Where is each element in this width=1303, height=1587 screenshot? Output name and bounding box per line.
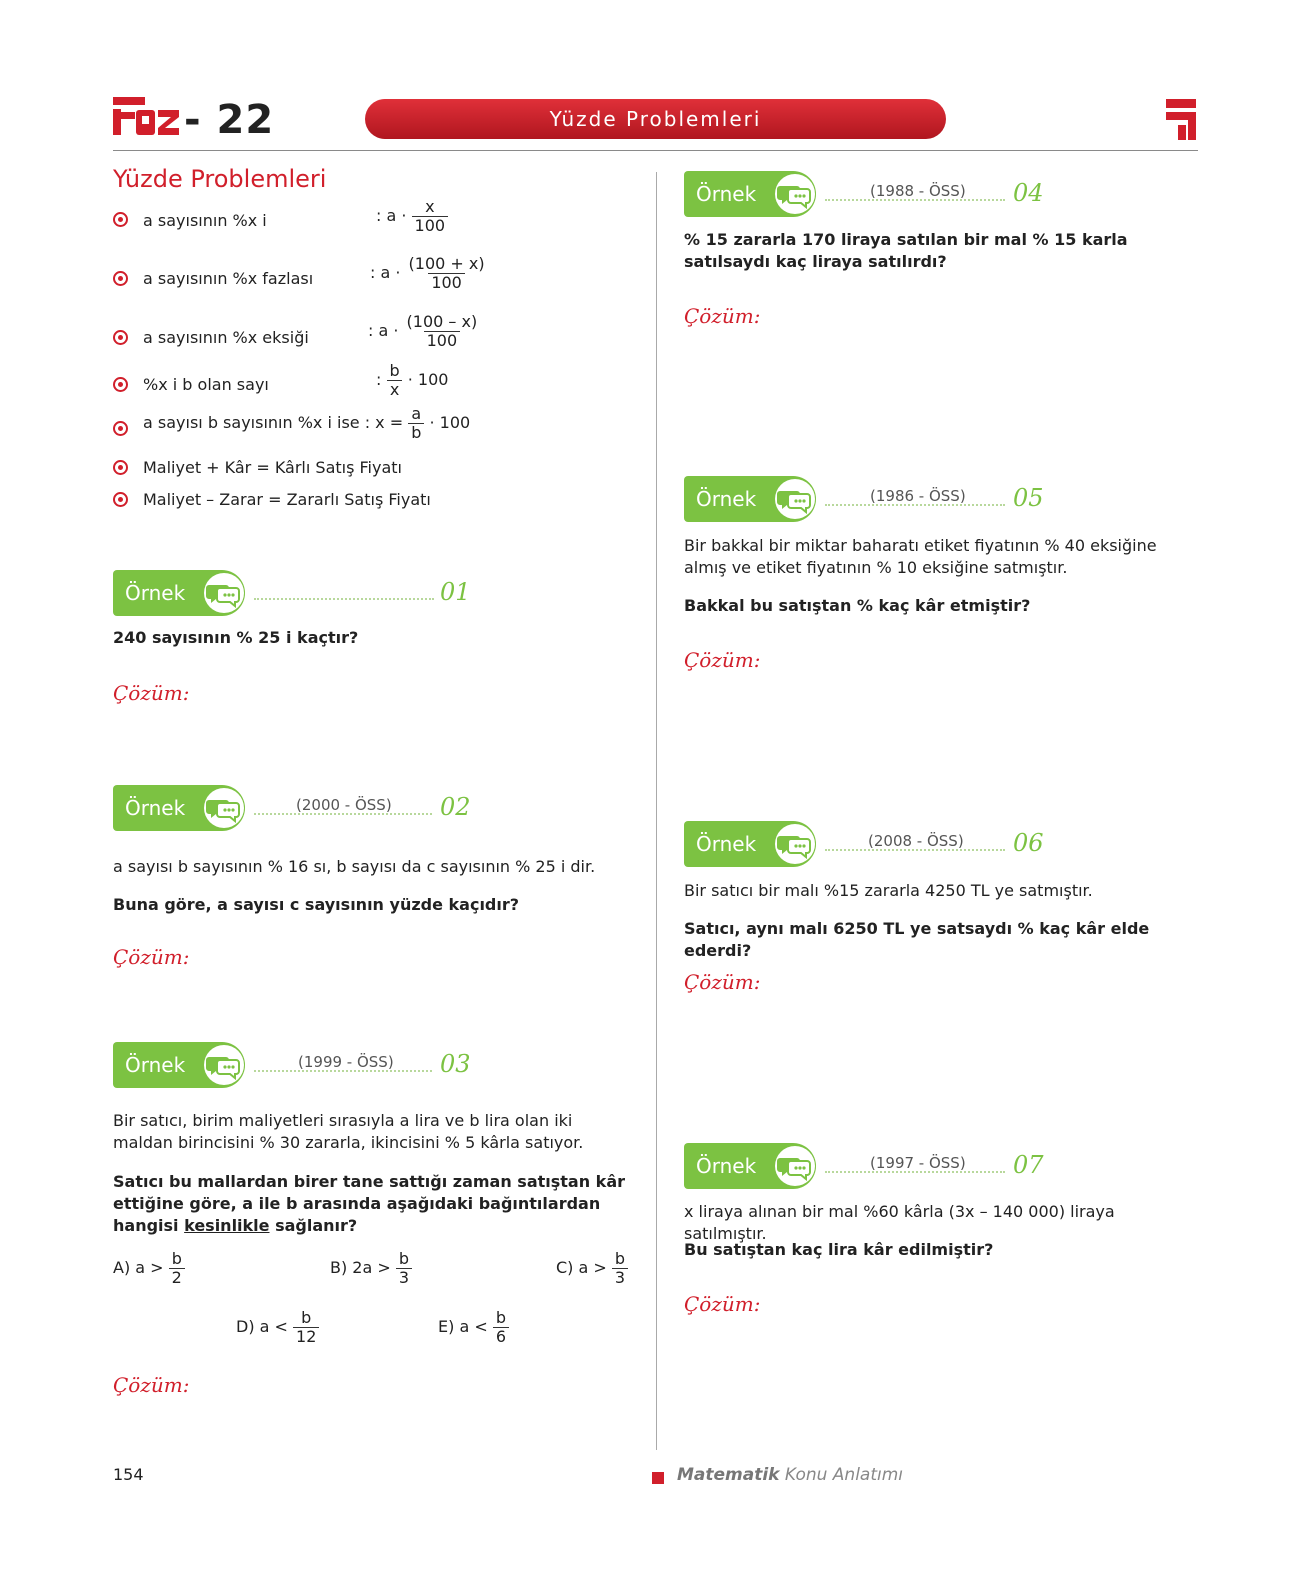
question-prompt: Buna göre, a sayısı c sayısının yüzde kaçıdır? [113, 895, 520, 914]
formula-label: a sayısının %x eksiği [143, 328, 309, 347]
chapter-title: Yüzde Problemleri [549, 107, 762, 131]
exam-source: (1988 - ÖSS) [870, 182, 966, 200]
chapter-number: - 22 [184, 97, 275, 143]
speech-bubbles-icon [775, 174, 815, 214]
publisher-logo-icon [1166, 99, 1196, 140]
example-number: 06 [1013, 829, 1044, 857]
ornek-badge: Örnek [684, 1143, 822, 1189]
exam-source: (1999 - ÖSS) [298, 1053, 394, 1071]
chapter-title-banner [365, 99, 946, 139]
bullet-target-icon [113, 421, 128, 436]
answer-option-d[interactable]: D) a < $\frac{b}{12}$ [236, 1309, 319, 1346]
example-number: 07 [1013, 1151, 1044, 1179]
speech-bubbles-icon [204, 788, 244, 828]
formula-label: Maliyet – Zarar = Zararlı Satış Fiyatı [143, 490, 431, 509]
formula-expression: : $\frac{b}{x}$ · 100 [376, 361, 449, 399]
question-text: a sayısı b sayısının % 16 sı, b sayısı da c sayısının % 25 i dir. [113, 857, 596, 876]
example-number: 03 [440, 1050, 471, 1078]
speech-bubbles-icon [204, 1045, 244, 1085]
question-text: x liraya alınan bir mal %60 kârla (3x – 140 000) liraya satılmıştır. [684, 1202, 1115, 1243]
page-number: 154 [113, 1465, 144, 1484]
example-number: 02 [440, 793, 471, 821]
question-text: 240 sayısının % 25 i kaçtır? [113, 628, 359, 647]
faz-logo [113, 97, 179, 135]
solution-label: Çözüm: [684, 970, 761, 994]
answer-option-a[interactable]: A) a > $\frac{b}{2}$ [113, 1250, 185, 1287]
question-prompt: Satıcı, aynı malı 6250 TL ye satsaydı % kaç kâr elde ederdi? [684, 919, 1150, 960]
question-prompt: Satıcı bu mallardan birer tane sattığı zaman satıştan kâr ettiğine göre, a ile b arasında aşağıdaki bağıntılardan hangisi kesinlikle sağlanır? [113, 1172, 625, 1235]
formula-expression: a sayısı b sayısının %x i ise : x = $\frac{a}{b}$ · 100 [143, 404, 471, 442]
bullet-target-icon [113, 330, 128, 345]
formula-label: a sayısının %x fazlası [143, 269, 314, 288]
footer-book-title: Matematik Konu Anlatımı [677, 1465, 904, 1485]
example-number: 05 [1013, 484, 1044, 512]
dotted-leader [254, 598, 434, 600]
ornek-badge: Örnek [113, 570, 251, 616]
bullet-target-icon [113, 460, 128, 475]
answer-option-e[interactable]: E) a < $\frac{b}{6}$ [438, 1309, 509, 1346]
exam-source: (1986 - ÖSS) [870, 487, 966, 505]
speech-bubbles-icon [775, 479, 815, 519]
speech-bubbles-icon [775, 824, 815, 864]
ornek-badge: Örnek [684, 821, 822, 867]
header-divider [113, 150, 1198, 151]
ornek-badge: Örnek [684, 171, 822, 217]
example-number: 04 [1013, 179, 1044, 207]
exam-source: (1997 - ÖSS) [870, 1154, 966, 1172]
formula-expression: : a · $\frac{(100 + x)}{100}$ [370, 254, 485, 292]
example-number: 01 [440, 578, 471, 606]
speech-bubbles-icon [775, 1146, 815, 1186]
column-divider [656, 172, 657, 1450]
bullet-target-icon [113, 271, 128, 286]
formula-expression: : a · $\frac{x}{100}$ [376, 198, 448, 235]
answer-option-b[interactable]: B) 2a > $\frac{b}{3}$ [330, 1250, 412, 1287]
solution-label: Çözüm: [113, 1373, 190, 1397]
solution-label: Çözüm: [684, 304, 761, 328]
answer-option-c[interactable]: C) a > $\frac{b}{3}$ [556, 1250, 628, 1287]
solution-label: Çözüm: [684, 1292, 761, 1316]
solution-label: Çözüm: [684, 648, 761, 672]
ornek-badge: Örnek [113, 785, 251, 831]
question-text: Bir satıcı bir malı %15 zararla 4250 TL ye satmıştır. [684, 881, 1093, 900]
solution-label: Çözüm: [113, 681, 190, 705]
formula-expression: : a · $\frac{(100 - x)}{100}$ [368, 312, 478, 350]
exam-source: (2008 - ÖSS) [868, 832, 964, 850]
question-prompt: Bu satıştan kaç lira kâr edilmiştir? [684, 1240, 994, 1259]
solution-label: Çözüm: [113, 945, 190, 969]
formula-label: Maliyet + Kâr = Kârlı Satış Fiyatı [143, 458, 402, 477]
question-prompt: Bakkal bu satıştan % kaç kâr etmiştir? [684, 596, 1031, 615]
section-title: Yüzde Problemleri [113, 165, 327, 193]
ornek-badge: Örnek [113, 1042, 251, 1088]
bullet-target-icon [113, 492, 128, 507]
footer-square-icon [652, 1472, 664, 1484]
question-text: Bir satıcı, birim maliyetleri sırasıyla a lira ve b lira olan iki maldan birincisini % 30 zararla, ikincisini % 5 kârla satıyor. [113, 1111, 584, 1152]
formula-label: %x i b olan sayı [143, 375, 269, 394]
question-prompt: % 15 zararla 170 liraya satılan bir mal % 15 karla satılsaydı kaç liraya satılırdı? [684, 230, 1128, 271]
ornek-badge: Örnek [684, 476, 822, 522]
formula-label: a sayısının %x i [143, 211, 267, 230]
question-text: Bir bakkal bir miktar baharatı etiket fiyatının % 40 eksiğine almış ve etiket fiyatının % 10 eksiğine satmıştır. [684, 536, 1157, 577]
speech-bubbles-icon [204, 573, 244, 613]
bullet-target-icon [113, 377, 128, 392]
bullet-target-icon [113, 212, 128, 227]
exam-source: (2000 - ÖSS) [296, 796, 392, 814]
